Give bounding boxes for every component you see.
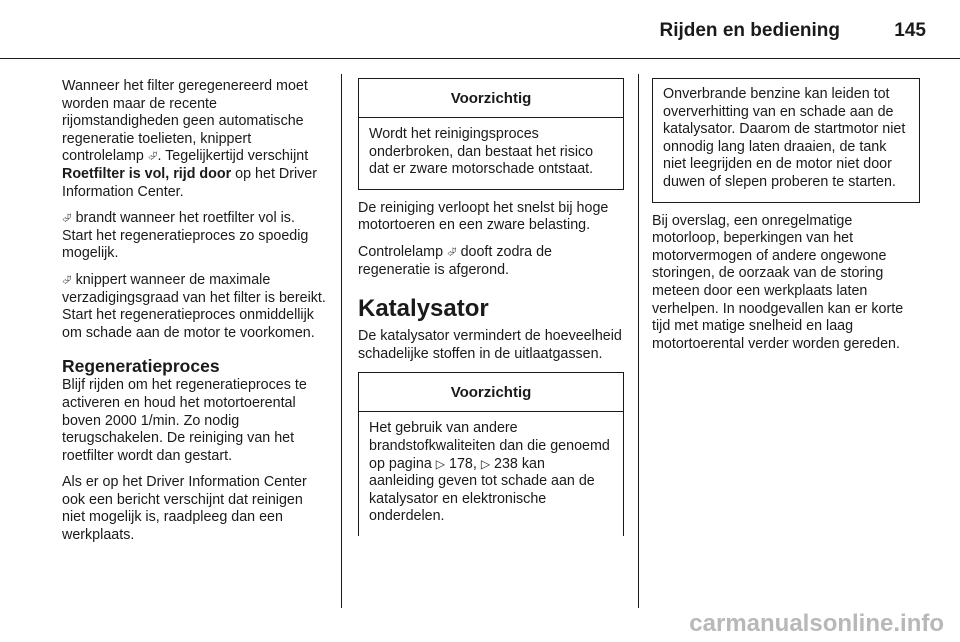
paragraph bbox=[62, 210, 328, 263]
paragraph bbox=[358, 244, 624, 279]
section-heading: Katalysator bbox=[358, 295, 489, 323]
page-reference-link[interactable]: 238 bbox=[494, 455, 518, 472]
header-divider bbox=[0, 58, 960, 59]
paragraph: De katalysator vermindert de hoeveelheid schadelijke stoffen in de uitlaatgassen. bbox=[358, 328, 622, 362]
caution-title: Voorzichtig bbox=[359, 79, 623, 118]
column-divider-left bbox=[341, 74, 342, 608]
paragraph: Als er op het Driver Information Center ook een bericht verschijnt dat reinigen niet mogelijk is, raadpleeg dan een werkplaats. bbox=[62, 474, 307, 544]
page-reference-arrow-icon: ▷ bbox=[480, 456, 491, 471]
caution-text: Wordt het reinigingsproces onderbroken, dan bestaat het risico dat er zware motorschade ontstaat. bbox=[369, 126, 594, 178]
text: op het Driver Information Center. bbox=[62, 165, 318, 200]
text: knippert wanneer de maximale verzadigingsgraad van het filter is bereikt. Start het regeneratieproces onmiddellijk om schade aan de motor te voorkomen. bbox=[62, 271, 326, 341]
page-reference-link[interactable]: 178 bbox=[449, 455, 473, 472]
text: kan aanleiding geven tot schade aan de katalysator en elektronische onderdelen. bbox=[369, 455, 595, 525]
diesel-particulate-filter-icon: ⮰ bbox=[62, 211, 72, 226]
column-2 bbox=[358, 78, 624, 536]
text: Controlelamp bbox=[358, 243, 447, 260]
text: brandt wanneer het roetfilter vol is. Start het regeneratieproces zo spoedig mogelijk. bbox=[62, 210, 309, 262]
paragraph bbox=[62, 78, 328, 201]
diesel-particulate-filter-icon: ⮰ bbox=[447, 244, 457, 259]
paragraph: Blijf rijden om het regeneratieproces te activeren en houd het motortoerental boven 2000 1/min. Zo nodig terugschakelen. De reiniging van het roetfilter wordt dan gestart. bbox=[62, 377, 307, 464]
diesel-particulate-filter-icon: ⮰ bbox=[147, 149, 158, 164]
paragraph: De reiniging verloopt het snelst bij hoge motortoeren en een zware belasting. bbox=[358, 199, 609, 234]
paragraph bbox=[62, 272, 328, 342]
section-title: Rijden en bediening bbox=[659, 20, 840, 41]
column-3 bbox=[652, 78, 920, 362]
column-divider-right bbox=[638, 74, 639, 608]
display-message: Roetfilter is vol, rijd door bbox=[62, 165, 232, 182]
text: . Tegelijkertijd verschijnt bbox=[157, 148, 309, 165]
paragraph: Bij overslag, een onregelmatige motorloop, beperkingen van het motorvermogen of andere ongewone storingen, de oorzaak van de storing meteen door een werkplaats laten verhelpen. In noodgevallen kan er korte tijd met matige snelheid en laag motortoerental verder worden gereden. bbox=[652, 212, 904, 352]
text: , bbox=[472, 455, 481, 472]
column-1 bbox=[62, 78, 328, 554]
text: dooft zodra de regeneratie is afgerond. bbox=[358, 243, 552, 278]
page-number: 145 bbox=[894, 20, 926, 41]
warning-text: Onverbrande benzine kan leiden tot oververhitting van en schade aan de katalysator. Daarom de startmotor niet onnodig lang laten draaien, de tank niet leegrijden en de motor niet door duwen of slepen proberen te starten. bbox=[663, 86, 906, 190]
text: Het gebruik van andere brandstofkwaliteiten dan die genoemd op pagina bbox=[369, 420, 610, 472]
watermark: carmanualsonline.info bbox=[689, 610, 944, 637]
caution-box bbox=[358, 78, 624, 190]
caution-text bbox=[359, 412, 623, 536]
diesel-particulate-filter-icon: ⮰ bbox=[62, 272, 72, 287]
section-heading: Regeneratieproces bbox=[62, 356, 220, 377]
caution-title: Voorzichtig bbox=[359, 373, 623, 412]
caution-box bbox=[358, 372, 624, 536]
warning-box bbox=[652, 78, 920, 203]
text: Wanneer het filter geregenereerd moet worden maar de recente rijomstandigheden geen automatische regeneratie toelieten, knippert controlelamp bbox=[62, 78, 308, 165]
page-reference-arrow-icon: ▷ bbox=[435, 456, 446, 471]
